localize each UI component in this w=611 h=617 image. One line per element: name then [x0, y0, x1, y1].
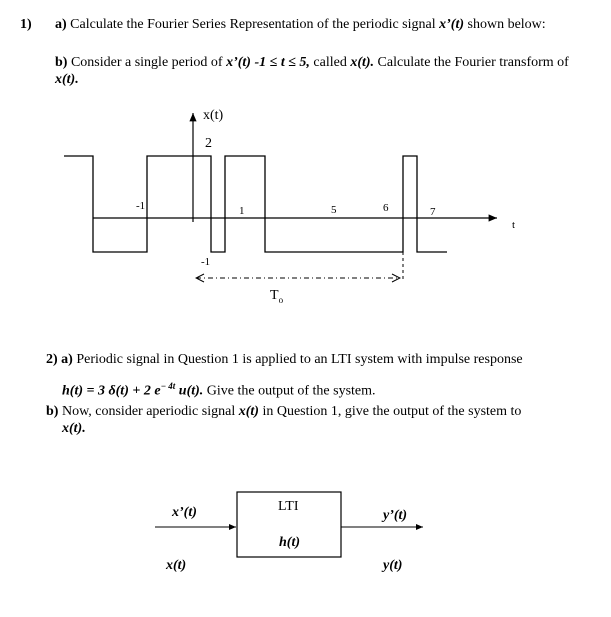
- q1b-label: b): [55, 55, 68, 70]
- t-axis-label: t: [512, 219, 516, 231]
- tick-6: 6: [383, 202, 389, 214]
- impulse-exponent: − 4t: [160, 381, 176, 391]
- lti-label: LTI: [278, 499, 299, 514]
- q2b-text: Now, consider aperiodic signal: [61, 404, 236, 419]
- output-aperiodic-label: y(t): [383, 558, 403, 573]
- tick-5: 5: [331, 204, 337, 216]
- q1b-tail: Calculate the Fourier transform of: [377, 55, 569, 70]
- q1a-tail: shown below:: [467, 17, 546, 32]
- q2a-label: a): [61, 352, 73, 367]
- y-axis-label: x(t): [203, 108, 224, 123]
- input-aperiodic-label: x(t): [166, 558, 187, 573]
- q1b-line2: x(t).: [55, 72, 79, 87]
- q1b-range: -1 ≤ t ≤ 5,: [254, 55, 310, 70]
- amplitude-negative: -1: [201, 256, 211, 268]
- impulse-tail: u(t).: [178, 383, 204, 399]
- q1b-text: Consider a single period of: [70, 55, 223, 70]
- q2b-signal: x(t): [238, 404, 259, 419]
- input-periodic-label: x’(t): [172, 505, 197, 520]
- q1a-signal: x’(t): [439, 17, 465, 32]
- q1b-x: x(t).: [350, 55, 375, 70]
- q1b-called: called: [313, 55, 347, 70]
- amplitude-positive: 2: [205, 136, 212, 151]
- q1a-text: Calculate the Fourier Series Representation of the periodic signal: [70, 17, 436, 32]
- q2b-line2: x(t).: [62, 421, 86, 436]
- q1-number: 1): [20, 17, 32, 32]
- impulse-response: h(t) = 3 δ(t) + 2 e: [62, 383, 161, 399]
- period-symbol: T: [270, 288, 279, 303]
- q2-number: 2): [46, 352, 58, 367]
- q1a-label: a): [55, 17, 67, 32]
- tick-1: 1: [239, 205, 245, 217]
- output-periodic-label: y’(t): [383, 508, 408, 523]
- impulse-after: Give the output of the system.: [206, 383, 376, 399]
- tick-7: 7: [430, 206, 436, 218]
- lti-impulse-label: h(t): [279, 535, 300, 550]
- tick-neg1: -1: [136, 200, 146, 212]
- period-subscript: o: [278, 294, 284, 305]
- q1b-signal: x’(t): [226, 55, 251, 70]
- q2a-text: Periodic signal in Question 1 is applied to an LTI system with impulse response: [76, 352, 523, 367]
- q2b-label: b): [46, 404, 59, 419]
- q2b-tail: in Question 1, give the output of the system to: [262, 404, 522, 419]
